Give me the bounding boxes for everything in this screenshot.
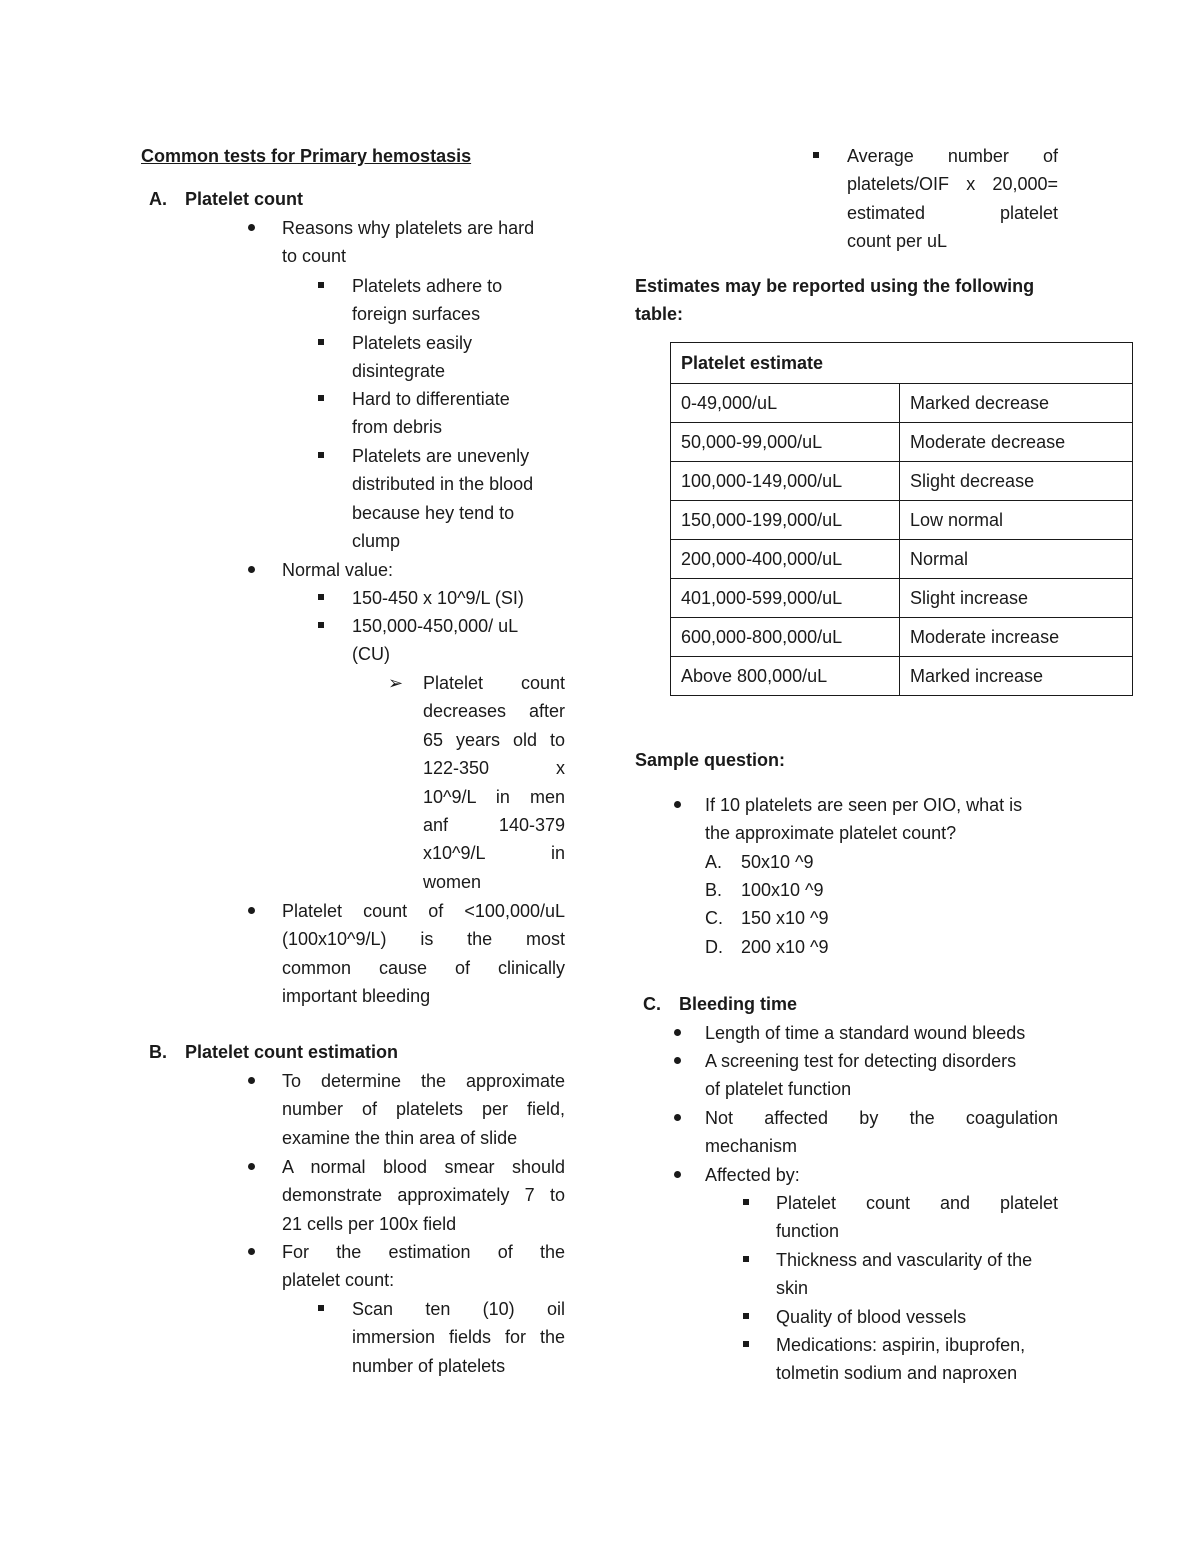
choice-letter: D. bbox=[705, 937, 723, 957]
line: of platelet function bbox=[705, 1079, 852, 1100]
list-item bbox=[352, 442, 567, 556]
table-cell: Slight decrease bbox=[900, 462, 1133, 501]
section-b-letter: B. bbox=[149, 1042, 167, 1062]
line: immersion fields for the bbox=[352, 1327, 565, 1348]
table-header: Platelet estimate bbox=[671, 343, 1133, 384]
line: examine the thin area of slide bbox=[282, 1127, 518, 1148]
list-item bbox=[705, 1047, 1060, 1104]
line: function bbox=[776, 1221, 840, 1242]
line: Hard to differentiate bbox=[352, 389, 510, 409]
line: To determine the approximate bbox=[282, 1071, 565, 1091]
table-cell: 200,000-400,000/uL bbox=[671, 540, 900, 579]
line: Platelet count of <100,000/uL bbox=[282, 901, 565, 921]
table-cell: Normal bbox=[900, 540, 1133, 579]
line: 10^9/L in men bbox=[423, 786, 565, 807]
line: 21 cells per 100x field bbox=[282, 1213, 457, 1234]
line: demonstrate approximately 7 to bbox=[282, 1185, 565, 1206]
normal-value-label: Normal value: bbox=[282, 560, 394, 580]
table-row bbox=[671, 462, 1133, 501]
line: distributed in the blood bbox=[352, 474, 534, 495]
question bbox=[705, 791, 1060, 848]
line: Medications: aspirin, ibuprofen, bbox=[776, 1335, 1026, 1355]
table-cell: Above 800,000/uL bbox=[671, 657, 900, 696]
table-cell: Marked increase bbox=[900, 657, 1133, 696]
line: disintegrate bbox=[352, 361, 446, 382]
line: Platelet count bbox=[423, 673, 565, 693]
table-row bbox=[671, 501, 1133, 540]
list-item bbox=[776, 1246, 1060, 1303]
choice-letter: A. bbox=[705, 852, 723, 872]
bullet-square bbox=[743, 1341, 749, 1347]
bullet-dot bbox=[674, 801, 681, 808]
list-item bbox=[282, 897, 565, 1011]
line: Not affected by the coagulation bbox=[705, 1108, 1058, 1128]
bullet-square bbox=[318, 282, 324, 288]
line: the approximate platelet count? bbox=[705, 823, 957, 844]
line: 150,000-450,000/ uL bbox=[352, 616, 519, 636]
line: x10^9/L in bbox=[423, 843, 565, 864]
line: platelet count: bbox=[282, 1270, 395, 1291]
bullet-dot bbox=[674, 1171, 681, 1178]
table-cell: Moderate decrease bbox=[900, 423, 1133, 462]
platelet-estimate-table bbox=[670, 342, 1133, 696]
list-item bbox=[282, 1067, 565, 1152]
line: Platelets easily bbox=[352, 333, 473, 353]
section-a-letter: A. bbox=[149, 189, 167, 209]
bullet-square bbox=[318, 1305, 324, 1311]
table-row bbox=[671, 384, 1133, 423]
line: A screening test for detecting disorders bbox=[705, 1051, 1017, 1071]
table-row bbox=[671, 423, 1133, 462]
list-item: Affected by: bbox=[705, 1165, 800, 1185]
line: mechanism bbox=[705, 1136, 798, 1157]
bullet-square bbox=[318, 339, 324, 345]
section-c-letter: C. bbox=[643, 994, 661, 1014]
line: number of platelets bbox=[352, 1355, 506, 1376]
bullet-square bbox=[743, 1199, 749, 1205]
list-item: Length of time a standard wound bleeds bbox=[705, 1023, 1026, 1043]
page-title: Common tests for Primary hemostasis bbox=[141, 146, 472, 166]
list-item bbox=[423, 669, 565, 896]
line: If 10 platelets are seen per OIO, what is bbox=[705, 795, 1023, 815]
section-c-heading: Bleeding time bbox=[679, 994, 798, 1014]
line: A normal blood smear should bbox=[282, 1157, 565, 1177]
choice-text: 100x10 ^9 bbox=[741, 880, 824, 900]
list-item bbox=[705, 1104, 1058, 1161]
list-item bbox=[352, 1295, 565, 1380]
bullet-square bbox=[318, 594, 324, 600]
list-item: Quality of blood vessels bbox=[776, 1307, 967, 1327]
choice-text: 50x10 ^9 bbox=[741, 852, 814, 872]
estimates-heading bbox=[635, 272, 1034, 329]
line: (100x10^9/L) is the most bbox=[282, 929, 565, 950]
table-cell: Moderate increase bbox=[900, 618, 1133, 657]
section-a-heading: Platelet count bbox=[185, 189, 304, 209]
table-cell: 100,000-149,000/uL bbox=[671, 462, 900, 501]
table-header-row bbox=[671, 343, 1133, 384]
line: 65 years old to bbox=[423, 729, 565, 750]
line: Reasons why platelets are hard bbox=[282, 218, 535, 238]
table-row bbox=[671, 579, 1133, 618]
choice-letter: C. bbox=[705, 908, 723, 928]
list-item: 150-450 x 10^9/L (SI) bbox=[352, 588, 524, 608]
table-row bbox=[671, 540, 1133, 579]
bullet-square bbox=[318, 622, 324, 628]
list-item bbox=[352, 272, 567, 329]
line: Estimates may be reported using the following bbox=[635, 276, 1035, 296]
line: important bleeding bbox=[282, 986, 431, 1007]
list-item bbox=[352, 329, 567, 386]
list-item bbox=[847, 142, 1058, 256]
list-item bbox=[282, 1153, 565, 1238]
table-cell: 0-49,000/uL bbox=[671, 384, 900, 423]
choice-text: 200 x10 ^9 bbox=[741, 937, 829, 957]
line: tolmetin sodium and naproxen bbox=[776, 1363, 1018, 1384]
sample-question-heading: Sample question: bbox=[635, 750, 786, 770]
line: from debris bbox=[352, 417, 443, 438]
line: anf 140-379 bbox=[423, 815, 565, 836]
bullet-dot bbox=[248, 224, 255, 231]
line: decreases after bbox=[423, 701, 565, 722]
list-item bbox=[352, 612, 518, 669]
line: Platelets adhere to bbox=[352, 276, 503, 296]
table-cell: Slight increase bbox=[900, 579, 1133, 618]
table-cell: Low normal bbox=[900, 501, 1133, 540]
table-cell: Marked decrease bbox=[900, 384, 1133, 423]
bullet-dot bbox=[248, 1248, 255, 1255]
bullet-dot bbox=[248, 907, 255, 914]
table-row bbox=[671, 618, 1133, 657]
line: number of platelets per field, bbox=[282, 1099, 565, 1120]
line: Platelet count and platelet bbox=[776, 1193, 1058, 1213]
bullet-square bbox=[318, 395, 324, 401]
line: table: bbox=[635, 304, 684, 325]
line: clump bbox=[352, 531, 401, 552]
bullet-dot bbox=[674, 1114, 681, 1121]
line: common cause of clinically bbox=[282, 957, 565, 978]
choice-letter: B. bbox=[705, 880, 723, 900]
table-cell: 50,000-99,000/uL bbox=[671, 423, 900, 462]
line: 122-350 x bbox=[423, 758, 565, 779]
line: Platelets are unevenly bbox=[352, 446, 530, 466]
line: skin bbox=[776, 1278, 809, 1299]
list-item bbox=[282, 214, 565, 271]
arrow-bullet-icon: ➢ bbox=[388, 673, 404, 693]
line: foreign surfaces bbox=[352, 304, 481, 325]
table-cell: 150,000-199,000/uL bbox=[671, 501, 900, 540]
bullet-square bbox=[743, 1256, 749, 1262]
line: estimated platelet bbox=[847, 202, 1058, 223]
line: For the estimation of the bbox=[282, 1242, 565, 1262]
table-cell: 600,000-800,000/uL bbox=[671, 618, 900, 657]
line: (CU) bbox=[352, 644, 390, 665]
bullet-dot bbox=[674, 1057, 681, 1064]
line: count per uL bbox=[847, 231, 948, 252]
section-b-heading: Platelet count estimation bbox=[185, 1042, 399, 1062]
line: Average number of bbox=[847, 146, 1058, 166]
bullet-dot bbox=[674, 1029, 681, 1036]
line: because hey tend to bbox=[352, 502, 515, 523]
list-item bbox=[776, 1189, 1058, 1246]
line: women bbox=[423, 871, 482, 892]
bullet-square bbox=[813, 152, 819, 158]
list-item bbox=[282, 1238, 565, 1295]
list-item bbox=[776, 1331, 1060, 1388]
bullet-square bbox=[743, 1313, 749, 1319]
line: to count bbox=[282, 246, 347, 267]
table-cell: 401,000-599,000/uL bbox=[671, 579, 900, 618]
line: platelets/OIF x 20,000= bbox=[847, 174, 1058, 195]
list-item bbox=[352, 385, 567, 442]
bullet-dot bbox=[248, 1077, 255, 1084]
line: Scan ten (10) oil bbox=[352, 1299, 565, 1319]
bullet-square bbox=[318, 452, 324, 458]
bullet-dot bbox=[248, 566, 255, 573]
line: Thickness and vascularity of the bbox=[776, 1250, 1033, 1270]
table-row bbox=[671, 657, 1133, 696]
bullet-dot bbox=[248, 1163, 255, 1170]
choice-text: 150 x10 ^9 bbox=[741, 908, 829, 928]
